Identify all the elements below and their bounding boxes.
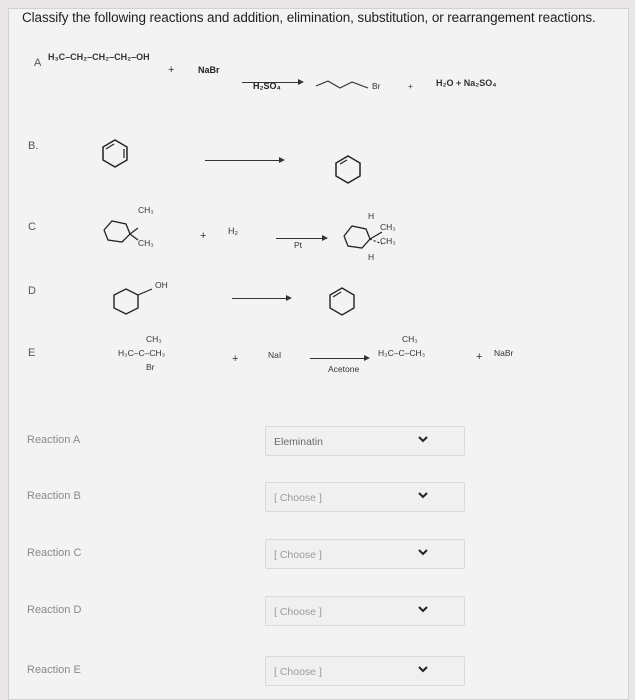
reaction-e-reagent: NaI <box>268 350 282 360</box>
answer-label: Reaction C <box>27 547 82 559</box>
answer-label: Reaction B <box>27 490 81 502</box>
answer-row-a <box>22 424 622 464</box>
reaction-e-arrow <box>310 358 368 359</box>
reaction-d-oh: OH <box>155 280 168 290</box>
reaction-a-product-skeleton <box>316 78 376 94</box>
answer-row-e <box>22 654 622 694</box>
reaction-b-arrow <box>205 160 283 161</box>
reaction-c-product-ch3-a: CH₃ <box>380 222 396 232</box>
reaction-e-letter: E <box>28 347 36 359</box>
reaction-c-product-ch3-b: CH₃ <box>380 236 396 246</box>
reaction-b-product-ring <box>333 154 363 184</box>
answer-select-a[interactable]: Eleminatin <box>265 426 465 456</box>
answer-label: Reaction E <box>27 664 81 676</box>
answer-row-d <box>22 594 622 634</box>
answer-row-c <box>22 537 622 577</box>
reaction-e-product-ch3: CH₃ <box>402 334 418 344</box>
reaction-d-reactant-ring <box>112 286 154 316</box>
chevron-down-icon[interactable] <box>417 489 429 501</box>
reaction-c-reagent: H₂ <box>228 226 238 236</box>
reaction-a-plus2: + <box>408 81 413 91</box>
reaction-d-arrow <box>232 298 290 299</box>
reaction-e-reactant-br: Br <box>146 362 155 372</box>
reaction-b-letter: B. <box>28 140 39 152</box>
reaction-c-plus: + <box>200 230 207 242</box>
chevron-down-icon[interactable] <box>417 663 429 675</box>
reaction-e-product-chain: H₃C–C–CH₃ <box>378 348 426 358</box>
answer-row-b <box>22 480 622 520</box>
answer-label: Reaction D <box>27 604 82 616</box>
reaction-b-reactant-ring <box>100 138 130 168</box>
answer-select-e[interactable]: [ Choose ] <box>265 656 465 686</box>
reaction-c-arrow <box>276 238 326 239</box>
answer-select-c[interactable]: [ Choose ] <box>265 539 465 569</box>
answer-select-b[interactable]: [ Choose ] <box>265 482 465 512</box>
reaction-c-letter: C <box>28 221 36 233</box>
reaction-e-reactant-ch3: CH₃ <box>146 334 162 344</box>
reaction-a-reagent: NaBr <box>198 65 220 75</box>
reaction-c-ch3-top: CH₃ <box>138 205 154 215</box>
reaction-c-catalyst: Pt <box>294 240 303 250</box>
chevron-down-icon[interactable] <box>417 433 429 445</box>
chevron-down-icon[interactable] <box>417 546 429 558</box>
reaction-a-letter: A <box>34 57 42 69</box>
question-text: Classify the following reactions and addition, elimination, substitution, or rearrangement reactions. <box>22 10 596 25</box>
reaction-d-letter: D <box>28 285 36 297</box>
reaction-c-product-h-top: H <box>368 211 375 221</box>
reaction-e-byproduct: NaBr <box>494 348 514 358</box>
reaction-c-product-h-bottom: H <box>368 252 375 262</box>
reaction-d-product-ring <box>327 286 357 316</box>
reaction-a-reactant: H₃C–CH₂–CH₂–CH₂–OH <box>48 52 150 62</box>
reaction-e-plus2: + <box>476 351 483 363</box>
reaction-e-solvent: Acetone <box>328 364 360 374</box>
reaction-a-plus: + <box>168 64 175 76</box>
reaction-a-byproducts: H₂O + Na₂SO₄ <box>436 78 497 88</box>
reaction-a-product-br: Br <box>372 81 381 91</box>
answer-label: Reaction A <box>27 434 81 446</box>
reaction-c-reactant-ring <box>100 218 140 244</box>
reaction-c-ch3-bottom: CH₃ <box>138 238 154 248</box>
reaction-c-product-ring <box>340 222 384 250</box>
chevron-down-icon[interactable] <box>417 603 429 615</box>
reaction-a-catalyst: H₂SO₄ <box>253 81 281 91</box>
reaction-e-plus: + <box>232 353 239 365</box>
reaction-e-reactant-chain: H₃C–C–CH₃ <box>118 348 166 358</box>
answer-select-d[interactable]: [ Choose ] <box>265 596 465 626</box>
